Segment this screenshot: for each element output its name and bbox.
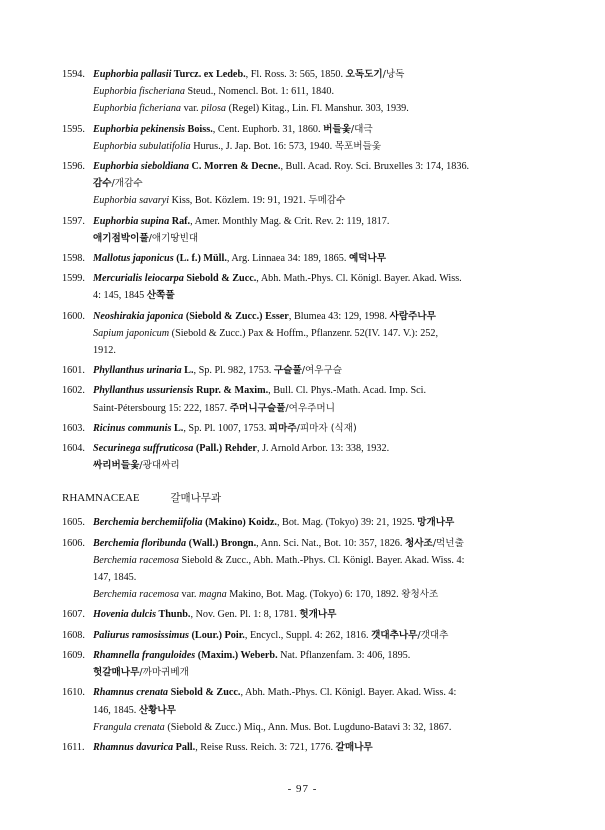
citation-text: (Regel) Kitag., Lin. Fl. Manshur. 303, 1939.: [226, 103, 409, 115]
korean-alt-name: 두메감수: [308, 195, 346, 207]
korean-name: 헛갈매나무: [93, 667, 140, 679]
entry-main-line: [93, 382, 542, 399]
entry-continuation-line: [93, 100, 542, 117]
entry-continuation-line: [93, 400, 542, 417]
entry-continuation-line: [93, 569, 542, 586]
entry-main-line: [93, 647, 542, 664]
accepted-name: Ricinus communis: [93, 422, 172, 434]
korean-name: 주머니구슬풀: [229, 402, 286, 414]
accepted-name: Neoshirakia japonica: [93, 310, 184, 322]
entry-main-line: [93, 121, 542, 138]
citation-text: 146, 1845.: [93, 704, 139, 716]
species-entry: [62, 440, 542, 474]
entry-continuation-line: [93, 702, 542, 719]
entry-continuation-line: [93, 138, 542, 155]
accepted-name: Phyllanthus ussuriensis: [93, 385, 194, 397]
entry-continuation-line: [93, 230, 542, 247]
synonym-name: Frangula crenata: [93, 721, 165, 733]
entry-number: 1600.: [62, 310, 85, 322]
species-entry: [62, 627, 542, 644]
entry-main-line: [93, 514, 542, 531]
author-name: Siebold & Zucc.: [183, 273, 257, 285]
citation-text: Steud., Nomencl. Bot. 1: 611, 1840.: [184, 86, 335, 98]
accepted-name: Rhamnella franguloides: [93, 649, 196, 661]
entry-list-rhamnaceae: [62, 514, 542, 756]
synonym-name: magna: [199, 589, 227, 601]
korean-name: 망개나무: [417, 517, 455, 529]
entry-number: 1601.: [62, 365, 85, 377]
citation-text: , Bot. Mag. (Tokyo) 39: 21, 1925.: [276, 517, 418, 529]
species-entry: [62, 420, 542, 437]
korean-alt-name: /여우주머니: [285, 402, 335, 414]
synonym-name: Euphorbia fischeriana: [93, 86, 185, 98]
korean-name: 갯대추나무: [371, 629, 418, 641]
author-name: Siebold & Zucc.: [168, 687, 241, 699]
entry-main-line: [93, 308, 542, 325]
korean-name: 산황나무: [138, 704, 176, 716]
entry-number: 1605.: [62, 517, 85, 529]
species-entry: [62, 382, 542, 416]
species-entry: [62, 684, 542, 736]
author-name: Raf.: [169, 215, 191, 227]
accepted-name: Rhamnus crenata: [93, 687, 169, 699]
citation-text: var.: [178, 589, 200, 601]
author-name: Pall.: [173, 741, 196, 753]
citation-text: 4: 145, 1845: [93, 290, 147, 302]
korean-alt-name: /대극: [350, 123, 373, 135]
family-name: RHAMNACEAE: [62, 492, 140, 505]
citation-text: , Encycl., Suppl. 4: 262, 1816.: [244, 629, 372, 641]
citation-text: (Siebold & Zucc.) Pax & Hoffm., Pflanzenr. 52(IV. 147. V.): 252,: [169, 327, 439, 339]
entry-main-line: [93, 250, 542, 267]
citation-text: var.: [181, 103, 202, 115]
entry-main-line: [93, 270, 542, 287]
entry-continuation-line: [93, 192, 542, 209]
korean-alt-name: /여우구슬: [301, 365, 343, 377]
species-entry: [62, 250, 542, 267]
korean-alt-name: 목포버들옻: [334, 140, 382, 152]
page-number: - 97 -: [287, 783, 318, 795]
citation-text: Saint-Pétersbourg 15: 222, 1857.: [93, 402, 230, 414]
korean-name: 사람주나무: [389, 310, 436, 322]
korean-name: 감수: [93, 178, 112, 190]
citation-text: , Sp. Pl. 1007, 1753.: [183, 422, 269, 434]
entry-main-line: [93, 440, 542, 457]
citation-text: Nat. Pflanzenfam. 3: 406, 1895.: [277, 649, 411, 661]
entry-continuation-line: [93, 175, 542, 192]
accepted-name: Phyllanthus urinaria: [93, 365, 182, 377]
synonym-name: Sapium japonicum: [93, 327, 170, 339]
korean-name: 버들옻: [323, 123, 351, 135]
entry-continuation-line: [93, 83, 542, 100]
author-name: Rupr. & Maxim.: [193, 385, 269, 397]
korean-name: 피마주: [268, 422, 297, 434]
accepted-name: Mercurialis leiocarpa: [93, 273, 184, 285]
author-name: (Makino) Koidz.: [202, 517, 277, 529]
entry-number: 1604.: [62, 443, 85, 455]
accepted-name: Hovenia dulcis: [93, 609, 157, 621]
citation-text: , Abh. Math.-Phys. Cl. Königl. Bayer. Akad. Wiss.: [256, 273, 462, 285]
entry-continuation-line: [93, 719, 542, 736]
entry-continuation-line: [93, 287, 542, 304]
species-entry: [62, 121, 542, 155]
korean-name: 애기점박이풀: [93, 232, 149, 244]
entry-continuation-line: [93, 586, 542, 603]
author-name: (Maxim.) Weberb.: [195, 649, 278, 661]
species-entry: [62, 270, 542, 304]
korean-alt-name: /피마자 (식재): [296, 422, 357, 434]
entry-number: 1606.: [62, 537, 85, 549]
entry-main-line: [93, 606, 542, 623]
species-entry: [62, 308, 542, 360]
species-entry: [62, 606, 542, 623]
korean-name: 예덕나무: [348, 253, 387, 265]
korean-name: 오독도기: [345, 69, 383, 80]
citation-text: Siebold & Zucc., Abh. Math.-Phys. Cl. Königl. Bayer. Akad. Wiss. 4:: [178, 554, 465, 566]
entry-continuation-line: [93, 342, 542, 359]
citation-text: , Blumea 43: 129, 1998.: [288, 310, 390, 322]
entry-main-line: [93, 627, 542, 644]
synonym-name: Euphorbia subulatifolia: [93, 140, 191, 152]
entry-main-line: [93, 420, 542, 437]
korean-name: 싸리버들옻: [93, 460, 140, 472]
citation-text: , Amer. Monthly Mag. & Crit. Rev. 2: 119, 1817.: [190, 215, 390, 227]
entry-continuation-line: [93, 552, 542, 569]
species-entry: [62, 362, 542, 379]
entry-number: 1602.: [62, 385, 85, 397]
entry-main-line: [93, 213, 542, 230]
citation-text: 1912.: [93, 345, 116, 357]
entry-continuation-line: [93, 325, 542, 342]
citation-text: Hurus., J. Jap. Bot. 16: 573, 1940.: [190, 140, 335, 152]
entry-number: 1607.: [62, 609, 85, 621]
entry-continuation-line: [93, 664, 542, 681]
entry-list-euphorbiaceae: [62, 66, 542, 474]
korean-alt-name: /까마귀베개: [139, 667, 189, 679]
citation-text: Kiss, Bot. Közlem. 19: 91, 1921.: [169, 195, 309, 207]
accepted-name: Berchemia berchemiifolia: [93, 517, 203, 529]
author-name: Boiss.: [185, 123, 213, 135]
author-name: (L. f.) Müll.: [173, 253, 227, 265]
citation-text: , Bull. Cl. Phys.-Math. Acad. Imp. Sci.: [268, 385, 427, 397]
accepted-name: Euphorbia sieboldiana: [93, 161, 189, 173]
family-korean-name: 갈매나무과: [170, 492, 222, 505]
family-heading: [62, 490, 542, 505]
author-name: Thunb.: [156, 609, 191, 621]
korean-name: 갈매나무: [335, 741, 373, 753]
entry-main-line: [93, 535, 542, 552]
entry-number: 1596.: [62, 161, 85, 173]
entry-number: 1597.: [62, 215, 85, 227]
entry-number: 1611.: [62, 741, 85, 753]
korean-alt-name: /광대싸리: [139, 460, 180, 472]
accepted-name: Euphorbia pallasii: [93, 69, 172, 80]
korean-name: 헛개나무: [299, 609, 337, 621]
citation-text: , Ann. Sci. Nat., Bot. 10: 357, 1826.: [256, 537, 405, 549]
species-entry: [62, 158, 542, 210]
author-name: (Wall.) Brongn.: [186, 537, 257, 549]
entry-number: 1598.: [62, 253, 85, 265]
entry-number: 1608.: [62, 629, 85, 641]
korean-alt-name: /갯대추: [417, 629, 449, 641]
korean-name: 구슬풀: [273, 365, 302, 377]
author-name: (Siebold & Zucc.) Esser: [183, 310, 289, 322]
author-name: (Pall.) Rehder: [193, 443, 257, 455]
citation-text: (Siebold & Zucc.) Miq., Ann. Mus. Bot. Lugduno-Batavi 3: 32, 1867.: [164, 721, 452, 733]
species-entry: [62, 514, 542, 531]
species-entry: [62, 535, 542, 604]
entry-number: 1595.: [62, 123, 85, 135]
korean-alt-name: /먹넌출: [432, 537, 464, 549]
citation-text: , Reise Russ. Reich. 3: 721, 1776.: [195, 741, 336, 753]
accepted-name: Rhamnus davurica: [93, 741, 174, 753]
citation-text: , Abh. Math.-Phys. Cl. Königl. Bayer. Akad. Wiss. 4:: [240, 687, 457, 699]
accepted-name: Berchemia floribunda: [93, 537, 187, 549]
synonym-name: pilosa: [201, 103, 227, 115]
synonym-name: Berchemia racemosa: [93, 589, 179, 601]
entry-number: 1599.: [62, 273, 85, 285]
accepted-name: Securinega suffruticosa: [93, 443, 194, 455]
author-name: Turcz. ex Ledeb.: [171, 69, 246, 80]
accepted-name: Euphorbia supina: [93, 215, 170, 227]
species-entry: [62, 647, 542, 681]
author-name: L.: [181, 365, 194, 377]
synonym-name: Euphorbia ficheriana: [93, 103, 182, 115]
citation-text: , J. Arnold Arbor. 13: 338, 1932.: [256, 443, 390, 455]
citation-text: , Nov. Gen. Pl. 1: 8, 1781.: [190, 609, 300, 621]
entry-number: 1594.: [62, 69, 85, 80]
author-name: C. Morren & Decne.: [188, 161, 281, 173]
korean-alt-name: 왕청사조: [401, 589, 439, 601]
entry-main-line: [93, 362, 542, 379]
entry-main-line: [93, 739, 542, 756]
synonym-name: Euphorbia savaryi: [93, 195, 170, 207]
page-content: [62, 66, 542, 759]
entry-main-line: [93, 158, 542, 175]
entry-main-line: [93, 684, 542, 701]
accepted-name: Paliurus ramosissimus: [93, 629, 189, 641]
citation-text: , Bull. Acad. Roy. Sci. Bruxelles 3: 174, 1836.: [280, 161, 470, 173]
citation-text: Makino, Bot. Mag. (Tokyo) 6: 170, 1892.: [226, 589, 402, 601]
entry-number: 1610.: [62, 687, 85, 699]
korean-alt-name: /낭독: [382, 69, 405, 80]
accepted-name: Euphorbia pekinensis: [93, 123, 185, 135]
synonym-name: Berchemia racemosa: [93, 554, 179, 566]
korean-name: 청사조: [405, 537, 433, 549]
species-entry: [62, 66, 542, 118]
accepted-name: Mallotus japonicus: [93, 253, 174, 265]
citation-text: , Arg. Linnaea 34: 189, 1865.: [226, 253, 349, 265]
citation-text: , Sp. Pl. 982, 1753.: [193, 365, 274, 377]
entry-main-line: [93, 66, 542, 83]
entry-number: 1609.: [62, 649, 85, 661]
entry-number: 1603.: [62, 422, 85, 434]
author-name: L.: [171, 422, 184, 434]
citation-text: 147, 1845.: [93, 572, 137, 584]
entry-continuation-line: [93, 457, 542, 474]
citation-text: , Cent. Euphorb. 31, 1860.: [212, 123, 324, 135]
korean-alt-name: /애기땅빈대: [148, 232, 199, 244]
korean-name: 산쪽풀: [146, 290, 175, 302]
citation-text: , Fl. Ross. 3: 565, 1850.: [245, 69, 346, 80]
species-entry: [62, 739, 542, 756]
species-entry: [62, 213, 542, 247]
korean-alt-name: /개감수: [111, 178, 143, 190]
author-name: (Lour.) Poir.: [188, 629, 245, 641]
